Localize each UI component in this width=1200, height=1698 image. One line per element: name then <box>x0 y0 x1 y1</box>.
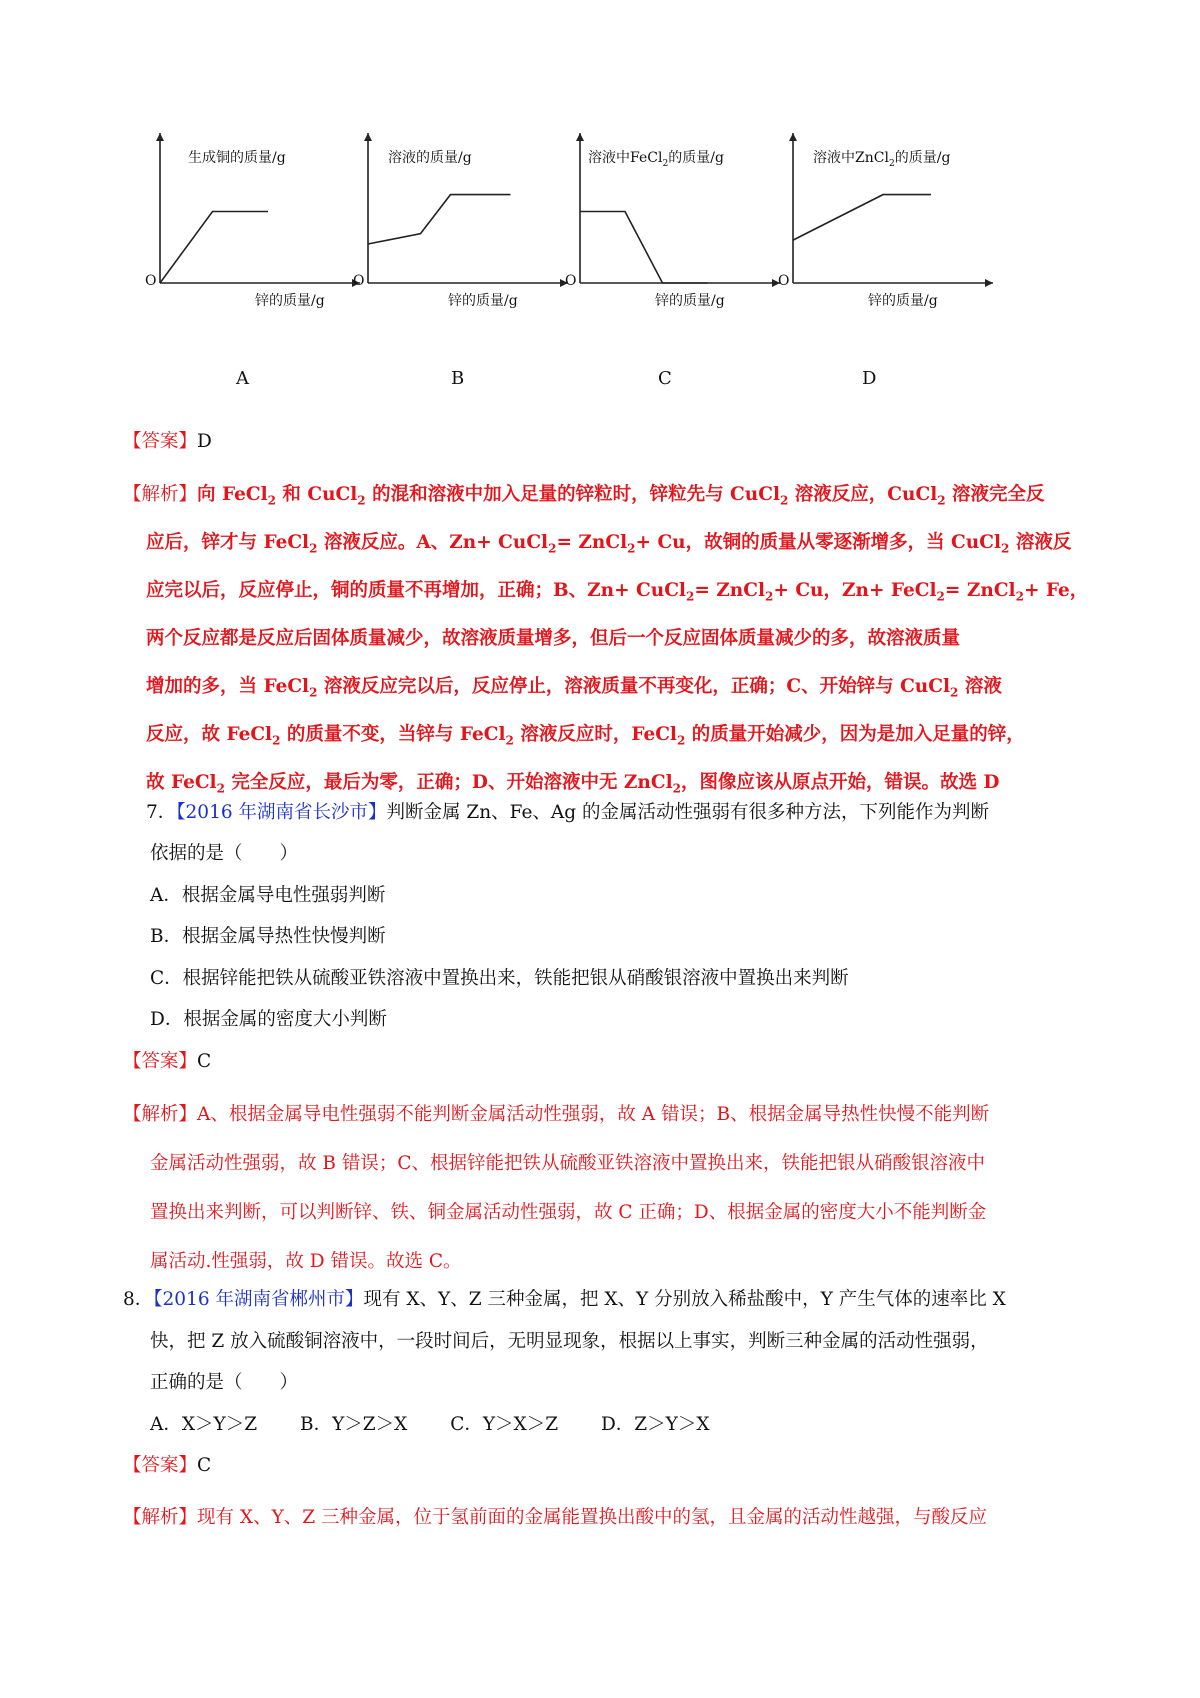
graph-a-ylabel: 生成铜的质量/g <box>188 150 286 166</box>
graph-d <box>778 135 1003 365</box>
sub: 2 <box>672 781 681 796</box>
graph-a-origin: O <box>145 273 157 289</box>
q6-l3a: 应完以后，反应停止，铜的质量不再增加，正确；B、Zn+ CuCl <box>146 580 686 601</box>
q6-l5c: 溶液 <box>958 676 1002 697</box>
sub: 2 <box>548 541 557 556</box>
q8-source: 【2016 年湖南省郴州市】 <box>153 1289 364 1310</box>
q6-l2a: 应后，锌才与 FeCl <box>146 532 310 553</box>
q8-stem-line-3: 正确的是（ ） <box>150 1372 299 1393</box>
graph-d-curve <box>793 195 931 241</box>
q7-source: 【2016 年湖南省长沙市】 <box>176 802 387 823</box>
sub: 2 <box>627 541 636 556</box>
q6-l3c: + Cu，Zn+ FeCl <box>773 580 937 601</box>
sub: 2 <box>765 589 774 604</box>
q6-l7b: 完全反应，最后为零，正确；D、开始溶液中无 ZnCl <box>224 772 673 793</box>
q7-option-d: D．根据金属的密度大小判断 <box>150 1009 387 1030</box>
q6-l3e: + Fe， <box>1023 580 1089 601</box>
graph-c-ylabel-pre: 溶液中FeCl <box>588 150 663 166</box>
q8-answer-value: C <box>197 1455 212 1476</box>
graph-c-xlabel: 锌的质量/g <box>655 293 725 309</box>
q6-analysis-line-3 <box>146 582 1088 603</box>
q8-stem-line-2: 快，把 Z 放入硫酸铜溶液中，一段时间后，无明显现象，根据以上事实，判断三种金属的活动性强弱， <box>150 1331 989 1352</box>
q7-analysis-line-2: 金属活动性强弱，故 B 错误；C、根据锌能把铁从硫酸亚铁溶液中置换出来，铁能把银从硝酸银溶液中 <box>150 1153 986 1174</box>
sub: 2 <box>309 541 318 556</box>
q7-answer-value: C <box>197 1051 212 1072</box>
graph-d-ylabel-sub: 2 <box>888 158 895 169</box>
q6-l5a: 增加的多，当 FeCl <box>146 676 310 697</box>
option-label-b: B <box>451 368 465 389</box>
q8-stem-line-1 <box>123 1291 1006 1310</box>
sub: 2 <box>950 685 959 700</box>
graph-a-xlabel: 锌的质量/g <box>255 293 325 309</box>
q6-analysis-line-7 <box>146 774 999 795</box>
graph-b <box>353 135 578 365</box>
graph-c-origin: O <box>565 273 577 289</box>
graph-b-origin: O <box>353 273 365 289</box>
q7-answer <box>123 1053 211 1072</box>
q6-l1a: 向 FeCl <box>197 484 268 505</box>
q6-analysis-line-2 <box>146 534 1071 555</box>
q6-l1c: 的混和溶液中加入足量的锌粒时，锌粒先与 CuCl <box>365 484 780 505</box>
graph-b-curve <box>368 195 511 244</box>
q8-answer <box>123 1457 211 1476</box>
graph-d-ylabel-pre: 溶液中ZnCl <box>813 150 889 166</box>
q7-analysis-tag: 【解析】 <box>123 1104 198 1125</box>
graph-c-ylabel <box>588 147 724 169</box>
q7-stem-line-1 <box>146 804 989 823</box>
sub: 2 <box>685 589 695 604</box>
q8-stem-1: 现有 X、Y、Z 三种金属，把 X、Y 分别放入稀盐酸中，Y 产生气体的速率比 X <box>363 1289 1006 1310</box>
graph-c <box>565 135 790 365</box>
sub: 2 <box>216 781 225 796</box>
q7-option-c: C．根据锌能把铁从硫酸亚铁溶液中置换出来，铁能把银从硝酸银溶液中置换出来判断 <box>150 968 849 989</box>
graph-d-origin: O <box>778 273 790 289</box>
option-label-c: C <box>658 368 672 389</box>
q6-l2d: + Cu，故铜的质量从零逐渐增多，当 CuCl <box>635 532 1001 553</box>
q8-options: A．X＞Y＞Z B．Y＞Z＞X C．Y＞X＞Z D．Z＞Y＞X <box>150 1414 710 1435</box>
q6-l6c: 溶液反应时，FeCl <box>513 724 677 745</box>
sub: 2 <box>272 733 281 748</box>
q7-option-b: B．根据金属导热性快慢判断 <box>150 926 386 947</box>
q6-l7c: ，图像应该从原点开始，错误。故选 D <box>680 772 1000 793</box>
q6-analysis-line-4: 两个反应都是反应后固体质量减少，故溶液质量增多，但后一个反应固体质量减少的多，故溶液质量 <box>146 628 961 649</box>
q6-l1d: 溶液反应，CuCl <box>788 484 938 505</box>
q7-analysis-line-1 <box>123 1106 989 1125</box>
q6-l6b: 的质量不变，当锌与 FeCl <box>280 724 506 745</box>
q7-option-a: A．根据金属导电性强弱判断 <box>150 885 386 906</box>
q8-answer-tag: 【答案】 <box>123 1455 198 1476</box>
q6-analysis-tag: 【解析】 <box>123 484 198 505</box>
q8-analysis-tag: 【解析】 <box>123 1507 198 1528</box>
graph-a-y-arrow-icon <box>156 133 164 141</box>
graph-d-y-arrow-icon <box>789 133 797 141</box>
q6-answer <box>123 433 212 452</box>
sub: 2 <box>779 493 789 508</box>
sub: 2 <box>1001 541 1010 556</box>
graph-d-ylabel <box>813 147 950 169</box>
q6-analysis-line-6 <box>146 726 1025 747</box>
graph-c-ylabel-post: 的质量/g <box>668 150 724 166</box>
q7-answer-tag: 【答案】 <box>123 1051 198 1072</box>
q6-answer-value: D <box>197 431 212 452</box>
q6-l6d: 的质量开始减少，因为是加入足量的锌， <box>685 724 1025 745</box>
sub: 2 <box>309 685 318 700</box>
q6-l1e: 溶液完全反 <box>945 484 1045 505</box>
q6-analysis-line-5 <box>146 678 1002 699</box>
q7-stem-1: 判断金属 Zn、Fe、Ag 的金属活动性强弱有很多种方法，下列能作为判断 <box>386 802 990 823</box>
sub: 2 <box>267 493 276 508</box>
sub: 2 <box>357 493 366 508</box>
option-label-d: D <box>862 368 877 389</box>
sub: 2 <box>937 493 946 508</box>
q8-number: 8． <box>123 1289 154 1310</box>
q7-analysis-line-4: 属活动.性强弱，故 D 错误。故选 C。 <box>150 1251 462 1272</box>
sub: 2 <box>936 589 945 604</box>
q7-analysis-1: A、根据金属导电性强弱不能判断金属活动性强弱，故 A 错误；B、根据金属导热性快慢不能判断 <box>197 1104 990 1125</box>
q7-number: 7． <box>146 802 177 823</box>
q6-l2b: 溶液反应。A、Zn+ CuCl <box>317 532 549 553</box>
graph-d-x-arrow-icon <box>985 279 993 287</box>
q6-l2c: = ZnCl <box>556 532 628 553</box>
graph-c-curve <box>580 212 708 284</box>
q6-l6a: 反应，故 FeCl <box>146 724 273 745</box>
q6-l3d: = ZnCl <box>944 580 1016 601</box>
option-label-a: A <box>236 368 249 389</box>
graph-b-xlabel: 锌的质量/g <box>448 293 518 309</box>
q7-stem-line-2: 依据的是（ ） <box>150 843 299 864</box>
q8-analysis-1: 现有 X、Y、Z 三种金属，位于氢前面的金属能置换出酸中的氢，且金属的活动性越强，与酸反应 <box>197 1507 988 1528</box>
q6-analysis-line-1 <box>123 486 1045 507</box>
q6-l1b: 和 CuCl <box>275 484 358 505</box>
graph-a-curve <box>160 212 268 284</box>
q7-analysis-line-3: 置换出来判断，可以判断锌、铁、铜金属活动性强弱，故 C 正确；D、根据金属的密度大小不能判断金 <box>150 1202 987 1223</box>
sub: 2 <box>1015 589 1024 604</box>
sub: 2 <box>505 733 514 748</box>
graph-c-ylabel-sub: 2 <box>662 158 669 169</box>
q8-analysis-line-1 <box>123 1509 987 1528</box>
graph-d-xlabel: 锌的质量/g <box>868 293 938 309</box>
q6-l5b: 溶液反应完以后，反应停止，溶液质量不再变化，正确；C、开始锌与 CuCl <box>317 676 951 697</box>
graph-a <box>145 135 370 365</box>
q6-l7a: 故 FeCl <box>146 772 217 793</box>
graph-d-ylabel-post: 的质量/g <box>894 150 951 166</box>
q6-answer-tag: 【答案】 <box>123 431 198 452</box>
graph-b-ylabel: 溶液的质量/g <box>388 150 472 166</box>
q6-l3b: = ZnCl <box>694 580 765 601</box>
q6-l2e: 溶液反 <box>1009 532 1072 553</box>
sub: 2 <box>676 733 686 748</box>
